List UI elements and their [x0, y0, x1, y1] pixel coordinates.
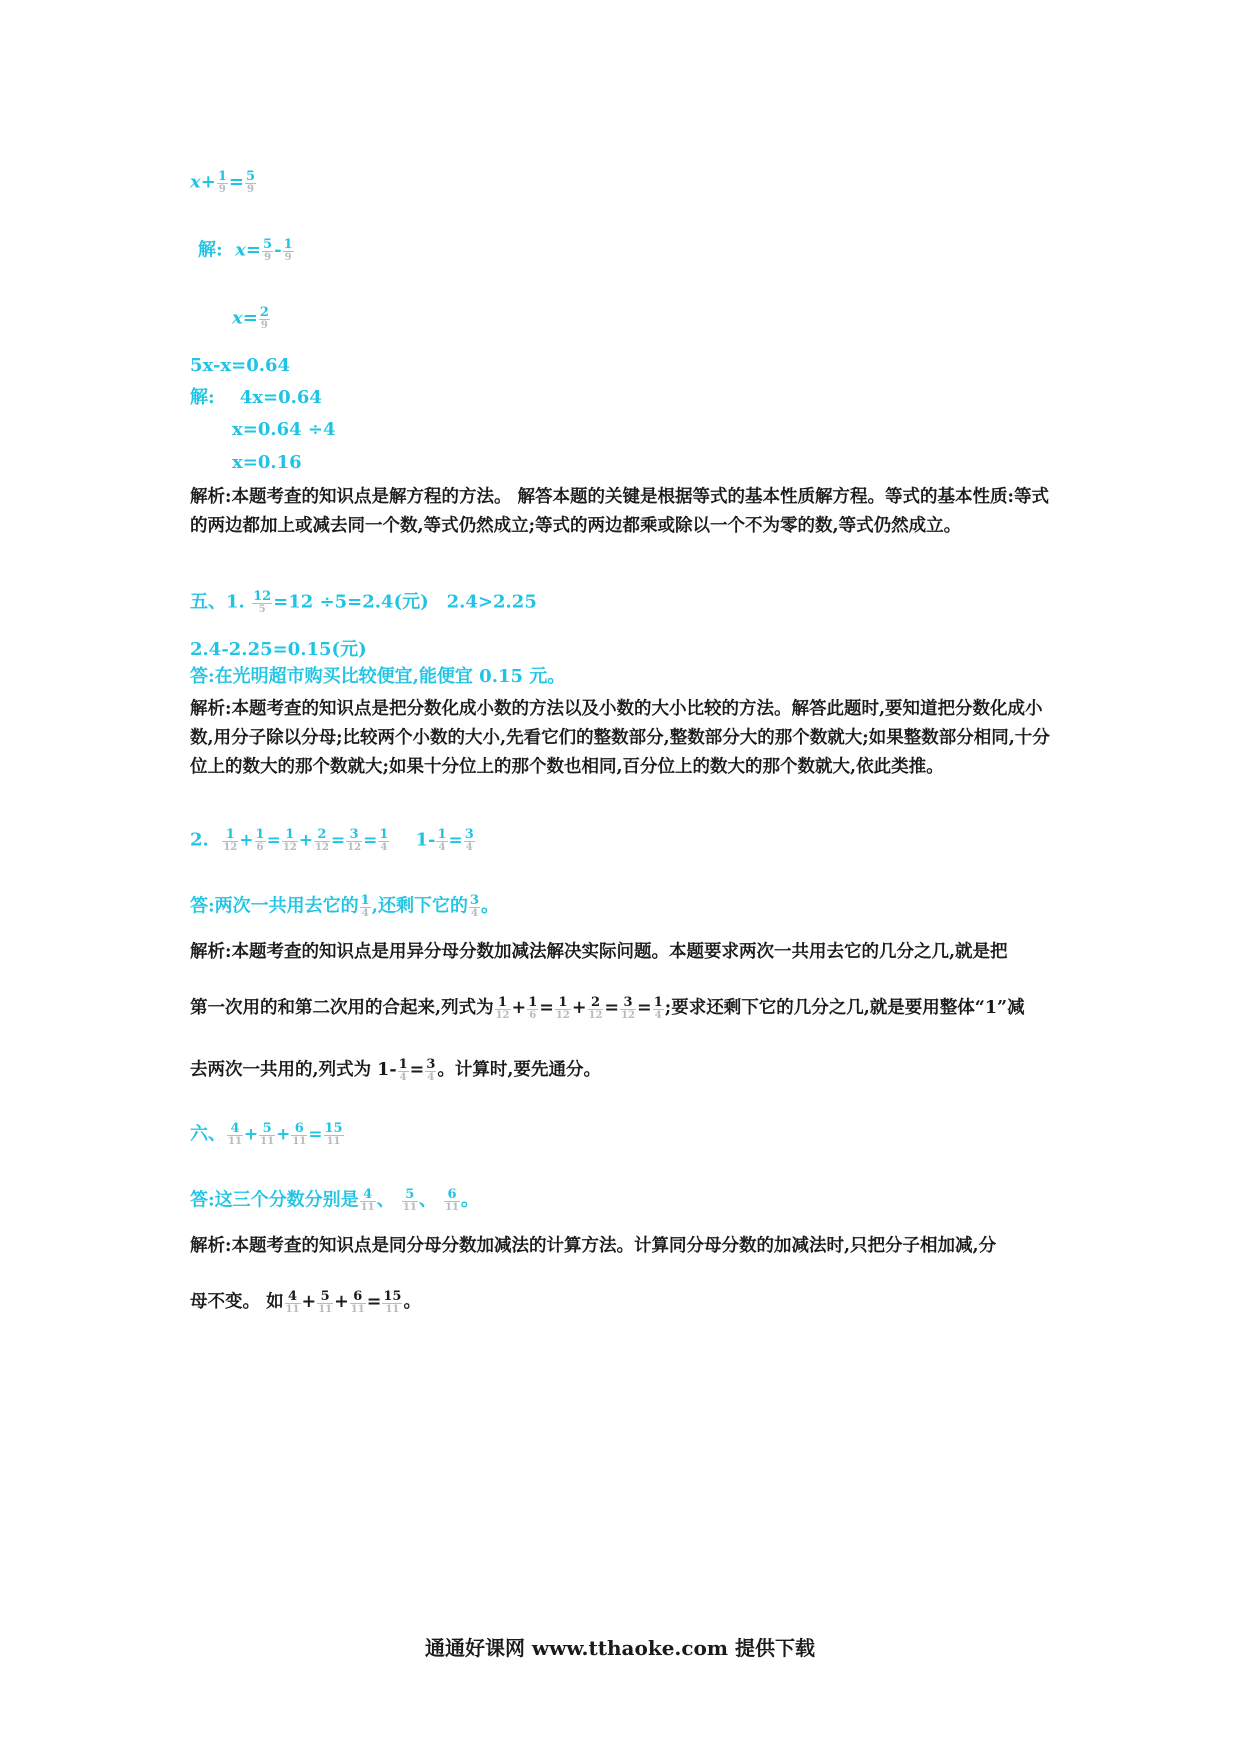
fraction: $\frac{1}{9}$	[283, 237, 293, 263]
fraction: $\frac{12}{5}$	[253, 589, 272, 615]
operator: +	[334, 1292, 349, 1312]
fraction: $\frac{1}{12}$	[223, 827, 238, 853]
operator: =	[637, 998, 652, 1018]
analysis-text: 。计算时,要先通分。	[437, 1060, 601, 1080]
fraction: $\frac{5}{9}$	[263, 237, 273, 263]
operator: +	[511, 998, 527, 1018]
fraction: $\frac{3}{4}$	[464, 827, 474, 853]
operator: =	[330, 830, 346, 851]
separator: 、	[418, 1189, 437, 1211]
answer-text: ,还剩下它的	[371, 895, 468, 917]
fraction: $\frac{1}{12}$	[282, 827, 297, 853]
answer-text: 。	[460, 1189, 479, 1211]
fraction: $\frac{1}{12}$	[495, 995, 510, 1021]
footer-credit: 通通好课网 www.tthaoke.com 提供下载	[424, 1636, 816, 1660]
operator: +	[571, 998, 587, 1018]
section-six	[190, 1122, 345, 1147]
section-label: 五、1.	[190, 591, 245, 613]
question-2-answer	[190, 894, 499, 919]
analysis-3-line-3	[190, 1058, 601, 1083]
operator: +	[239, 830, 254, 851]
operator: =	[448, 830, 463, 851]
equation-1-step-2	[232, 306, 271, 331]
section-five-q1	[190, 590, 537, 615]
fraction: $\frac{3}{4}$	[469, 893, 480, 919]
answer-text: 答:这三个分数分别是	[190, 1189, 359, 1211]
fraction: $\frac{1}{9}$	[217, 169, 227, 195]
fraction: $\frac{5}{11}$	[402, 1187, 417, 1213]
step-text: =12 ÷5=2.4(元) 2.4>2.25	[273, 591, 537, 613]
equation-1-step-1	[198, 238, 295, 263]
analysis-text: ;要求还剩下它的几分之几,就是要用整体“1”减	[664, 998, 1025, 1018]
fraction: $\frac{1}{6}$	[528, 995, 538, 1021]
fraction: $\frac{3}{12}$	[347, 827, 362, 853]
fraction: $\frac{1}{12}$	[555, 995, 570, 1021]
solution-label: 解:	[190, 387, 215, 408]
operator: =	[366, 1292, 382, 1312]
operator: 1-	[415, 829, 436, 851]
analysis-text: 母不变。 如	[190, 1292, 284, 1312]
fraction: $\frac{1}{4}$	[360, 893, 370, 919]
fraction: $\frac{4}{11}$	[285, 1289, 300, 1315]
operator: +	[276, 1124, 291, 1145]
analysis-text: 去两次一共用的,列式为 1-	[190, 1060, 397, 1080]
fraction: $\frac{1}{4}$	[398, 1057, 408, 1083]
fraction: $\frac{2}{9}$	[259, 305, 269, 331]
fraction: $\frac{3}{4}$	[426, 1057, 436, 1083]
minus: -	[274, 239, 282, 261]
operator: =	[363, 830, 378, 851]
fraction: $\frac{6}{11}$	[445, 1187, 459, 1213]
question-2	[190, 828, 476, 853]
section-label: 六、	[190, 1123, 226, 1145]
equals: =	[228, 171, 244, 193]
fraction: $\frac{2}{12}$	[314, 827, 329, 853]
fraction: $\frac{5}{11}$	[260, 1121, 275, 1147]
analysis-text: 第一次用的和第二次用的合起来,列式为	[190, 998, 494, 1018]
analysis-1: 解析:本题考查的知识点是解方程的方法。 解答本题的关键是根据等式的基本性质解方程。等式的基本性质:等式的两边都加上或减去同一个数,等式仍然成立;等式的两边都乘或除以一个不为零的数,等式仍然成立。	[190, 487, 1050, 536]
equation-2-step-2: x=0.64 ÷4	[232, 419, 336, 440]
operator: =	[308, 1124, 323, 1145]
lhs: x=	[235, 239, 262, 261]
answer-text: 。	[481, 895, 500, 917]
equation-2-step-3: x=0.16	[232, 452, 302, 473]
fraction: $\frac{1}{4}$	[437, 827, 447, 853]
step-text: 4x=0.64	[239, 387, 322, 408]
answer-text: 答:两次一共用去它的	[190, 895, 359, 917]
operator: +	[298, 830, 313, 851]
operator: =	[604, 998, 620, 1018]
fraction: $\frac{3}{12}$	[621, 995, 636, 1021]
separator: 、	[376, 1189, 395, 1211]
lhs: x=	[232, 307, 258, 329]
analysis-2: 解析:本题考查的知识点是把分数化成小数的方法以及小数的大小比较的方法。解答此题时,要知道把分数化成小数,用分子除以分母;比较两个小数的大小,先看它们的整数部分,整数部分大的那个数就大;如果整数部分相同,十分位上的数大的那个数就大;如果十分位上的那个数也相同,百分位上的数大的那个数就大,依此类推。	[190, 699, 1050, 777]
operator: =	[409, 1060, 425, 1080]
fraction: $\frac{4}{11}$	[360, 1187, 375, 1213]
operator: +	[301, 1292, 317, 1312]
analysis-4-line-2	[190, 1290, 421, 1315]
fraction: $\frac{15}{11}$	[324, 1121, 343, 1147]
fraction: $\frac{5}{11}$	[318, 1289, 333, 1315]
fraction: $\frac{1}{4}$	[379, 827, 389, 853]
section-five-step-2: 2.4-2.25=0.15(元)	[190, 639, 367, 660]
analysis-text: 。	[403, 1292, 421, 1312]
fraction: $\frac{15}{11}$	[383, 1289, 402, 1315]
fraction: $\frac{1}{4}$	[653, 995, 663, 1021]
analysis-3-line-1: 解析:本题考查的知识点是用异分母分数加减法解决实际问题。本题要求两次一共用去它的几分之几,就是把	[190, 942, 1008, 962]
fraction: $\frac{5}{9}$	[245, 169, 256, 195]
fraction: $\frac{1}{6}$	[255, 827, 265, 853]
analysis-3-line-2	[190, 996, 1025, 1021]
equation-1	[190, 170, 257, 195]
eq1-prefix: x+	[190, 171, 216, 193]
fraction: $\frac{4}{11}$	[228, 1121, 242, 1147]
operator: =	[539, 998, 554, 1018]
equation-2: 5x-x=0.64	[190, 355, 291, 376]
fraction: $\frac{2}{12}$	[588, 995, 603, 1021]
section-six-answer	[190, 1188, 479, 1213]
question-label: 2.	[190, 829, 209, 851]
operator: =	[266, 830, 281, 851]
solution-label: 解:	[198, 239, 223, 261]
section-five-answer: 答:在光明超市购买比较便宜,能便宜 0.15 元。	[190, 666, 566, 687]
operator: +	[243, 1124, 259, 1145]
analysis-4-line-1: 解析:本题考查的知识点是同分母分数加减法的计算方法。计算同分母分数的加减法时,只把分子相加减,分	[190, 1236, 997, 1256]
fraction: $\frac{6}{11}$	[292, 1121, 307, 1147]
fraction: $\frac{6}{11}$	[350, 1289, 365, 1315]
equation-2-step-1	[190, 386, 322, 410]
